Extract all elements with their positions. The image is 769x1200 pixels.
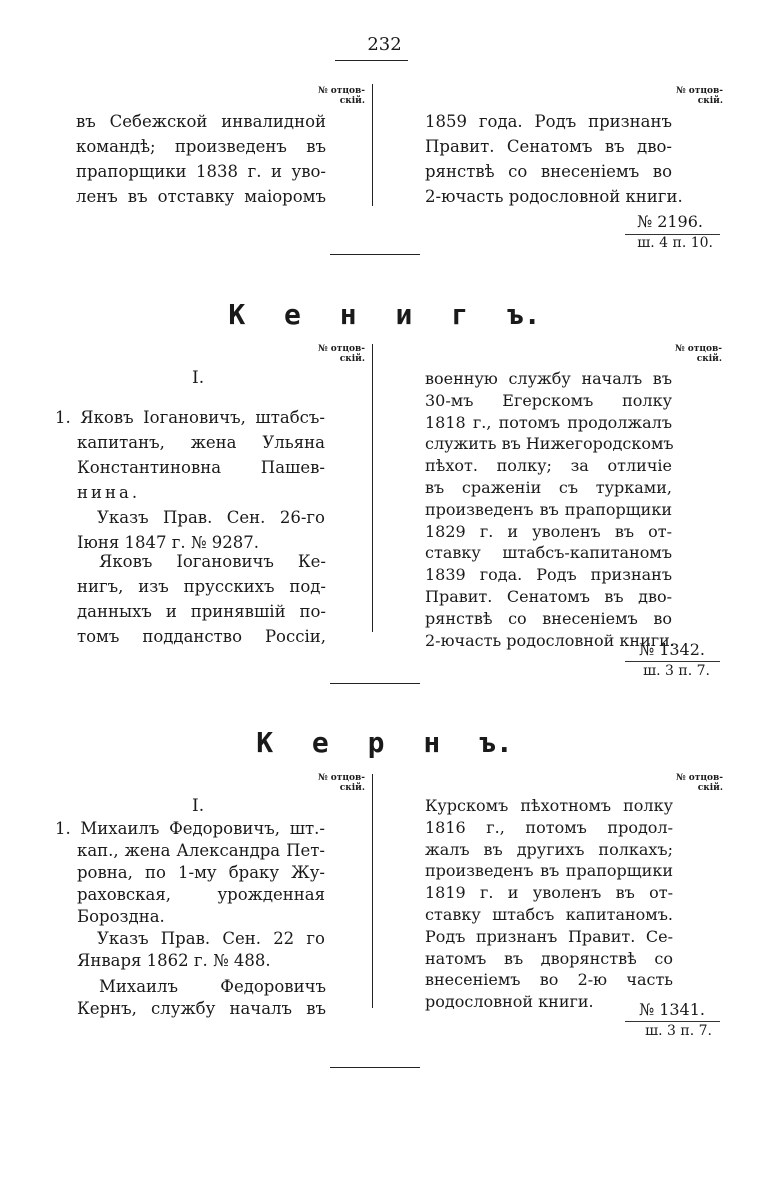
column-header-line: скій. (339, 354, 365, 364)
text-line: кап., жена Александра Пет- (77, 841, 325, 860)
family1-entry (55, 405, 325, 555)
column-header-right (662, 344, 722, 364)
column-divider (372, 344, 373, 632)
text-line: ставку штабсъ-капитаномъ (425, 543, 672, 563)
text-line: 1859 года. Родъ признанъ (425, 112, 672, 131)
decree-line: Іюня 1847 г. № 9287. (77, 533, 259, 552)
registry-number: № 2196. (636, 212, 703, 231)
generation-numeral: I. (192, 368, 205, 388)
text-line: Кернъ, службу началъ въ (77, 999, 326, 1018)
text-line: произведенъ въ прапорщики (425, 499, 672, 519)
text-line: 1. Яковъ Іогановичъ, штабсъ- (55, 408, 325, 427)
text-line: командѣ; произведенъ въ (76, 137, 326, 156)
column-header-right (668, 86, 723, 106)
family-title: К е н и г ъ. (228, 298, 541, 331)
column-divider (372, 84, 373, 206)
text-line: родословной книги. (425, 992, 594, 1012)
decree-line: Указъ Прав. Сен. 26-го (97, 508, 325, 527)
text-line: Константиновна Пашев- (77, 458, 325, 477)
text-line: въ сраженіи съ турками, (425, 477, 672, 497)
text-line: произведенъ въ прапорщики (425, 861, 673, 881)
text-line: нигъ, изъ прусскихъ под- (77, 577, 326, 596)
family1-bio-left (77, 549, 326, 649)
column-header-left (310, 344, 365, 364)
text-line: Родъ признанъ Правит. Се- (425, 926, 673, 946)
column-header-right (668, 773, 723, 793)
text-line: капитанъ, жена Ульяна (77, 433, 325, 452)
text-line: 1829 г. и уволенъ въ от- (425, 521, 672, 541)
text-line: Курскомъ пѣхотномъ полку (425, 796, 673, 815)
text-line: ровна, по 1-му браку Жу- (77, 863, 325, 882)
text-line: въ Себежской инвалидной (76, 112, 326, 131)
column-header-line: скій. (339, 783, 365, 793)
text-line: томъ подданство Россіи, (77, 627, 326, 646)
text-line: ставку штабсъ капитаномъ. (425, 904, 673, 924)
text-line: Михаилъ Федоровичъ (99, 977, 326, 996)
text-line: 1. Михаилъ Федоровичъ, шт.- (55, 819, 325, 838)
text-line: данныхъ и принявшій по- (77, 602, 326, 621)
page-number-rule (335, 60, 408, 61)
text-line: Правит. Сенатомъ въ дво- (425, 586, 672, 606)
generation-numeral: I. (192, 796, 205, 816)
text-line: пѣхот. полку; за отличіе (425, 456, 672, 476)
text-line: натомъ въ дворянствѣ со (425, 948, 673, 968)
family2-bio-right (425, 795, 673, 1013)
column-header-line: № отцов- (675, 86, 723, 96)
text-line: рянствѣ со внесеніемъ во (425, 162, 672, 181)
registry-number: № 1341. (638, 1000, 705, 1019)
column-header-line: № отцов- (675, 773, 723, 783)
text-line: Бороздна. (77, 907, 165, 926)
column-header-line: № отцов- (317, 344, 365, 354)
column-header-left (310, 86, 365, 106)
text-line: жалъ въ другихъ полкахъ; (425, 839, 673, 859)
shelf-mark: ш. 4 п. 10. (637, 235, 713, 251)
column-header-line: № отцов- (674, 344, 722, 354)
text-line: 1819 г. и уволенъ въ от- (425, 883, 673, 903)
text-line: Яковъ Іогановичъ Ке- (99, 552, 326, 571)
shelf-mark: ш. 3 п. 7. (645, 1023, 712, 1039)
family1-bio-right (425, 368, 675, 651)
column-header-left (310, 773, 365, 793)
column-header-line: скій. (696, 354, 722, 364)
text-line: внесеніемъ во 2-ю часть (425, 970, 673, 990)
text-line: служить въ Нижегородскомъ (425, 434, 674, 454)
section-separator (330, 254, 420, 255)
column-header-line: № отцов- (317, 86, 365, 96)
text-line: раховская, урожденная (77, 885, 325, 904)
text-line: 1816 г., потомъ продол- (425, 817, 673, 837)
registry-rule (625, 661, 720, 662)
text-line: 30-мъ Егерскомъ полку (425, 390, 672, 410)
text-line: 2-ючасть родословной книги. (425, 630, 675, 650)
text-line: 1818 г., потомъ продолжалъ (425, 412, 672, 432)
section-separator (330, 1067, 420, 1068)
text-line: прапорщики 1838 г. и уво- (76, 162, 326, 181)
text-line: ленъ въ отставку маіоромъ (76, 187, 326, 206)
text-line: Правит. Сенатомъ въ дво- (425, 137, 672, 156)
text-line: нина. (77, 483, 141, 502)
column-header-line: № отцов- (317, 773, 365, 783)
column-divider (372, 774, 373, 1008)
page-number: 232 (367, 34, 402, 55)
registry-number: № 1342. (638, 640, 705, 659)
section0-left-text (76, 109, 326, 209)
family2-bio-left (77, 976, 326, 1020)
decree-line: Января 1862 г. № 488. (77, 951, 271, 970)
text-line: 1839 года. Родъ признанъ (425, 565, 672, 585)
text-line: военную службу началъ въ (425, 369, 672, 388)
section-separator (330, 683, 420, 684)
decree-line: Указъ Прав. Сен. 22 го (97, 929, 325, 948)
text-line: 2-ючасть родословной книги. (425, 187, 683, 206)
family2-entry (55, 818, 325, 972)
column-header-line: скій. (697, 783, 723, 793)
registry-rule (625, 1021, 720, 1022)
section0-right-text (425, 109, 683, 209)
column-header-line: скій. (339, 96, 365, 106)
column-header-line: скій. (697, 96, 723, 106)
family-title: К е р н ъ. (256, 726, 513, 759)
text-line: рянствѣ со внесеніемъ во (425, 608, 672, 628)
shelf-mark: ш. 3 п. 7. (643, 663, 710, 679)
